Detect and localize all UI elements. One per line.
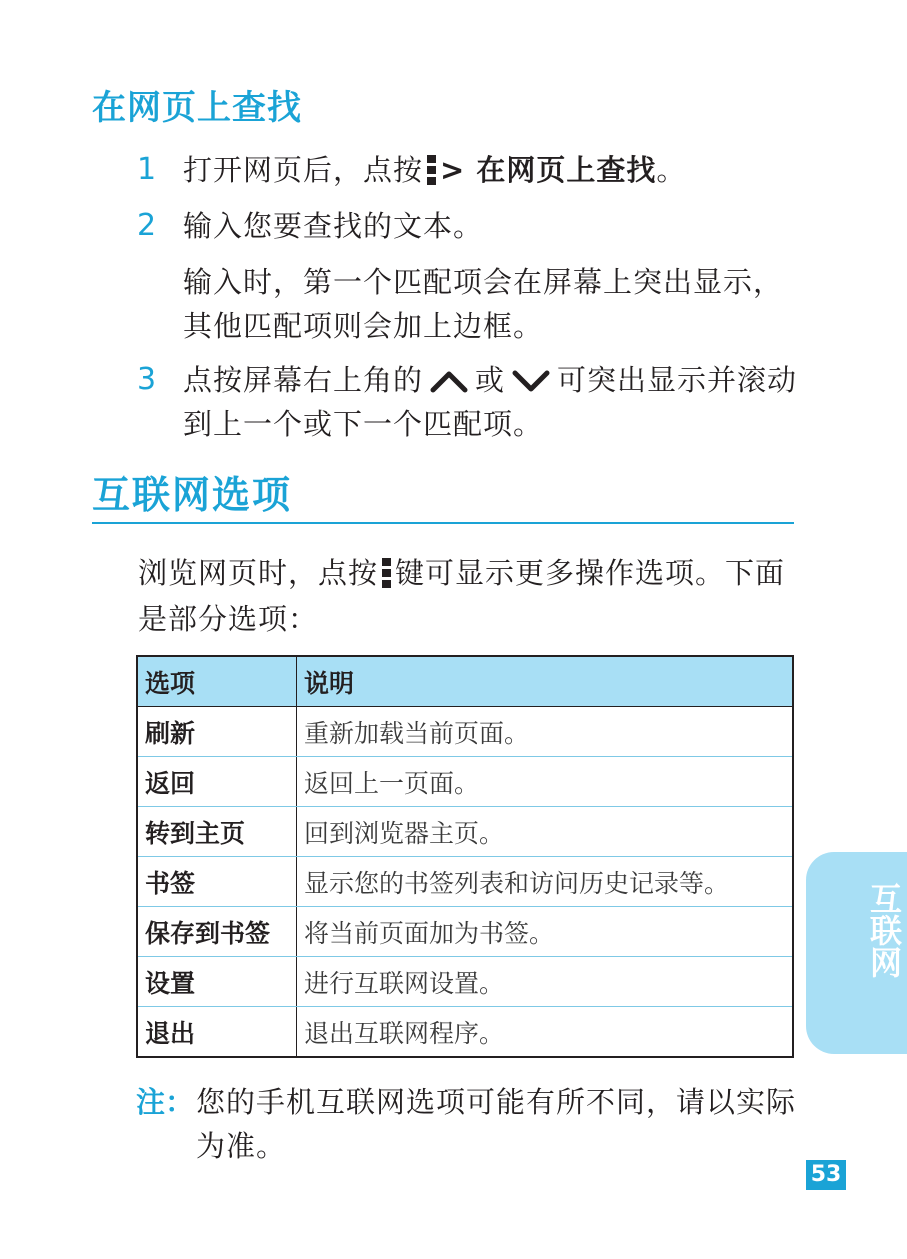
option-name: 设置 (137, 957, 297, 1007)
table-row (137, 807, 793, 857)
intro-text-before: 浏览网页时，点按 (138, 556, 379, 590)
table-header-row (137, 656, 793, 707)
step-number: 1 (137, 152, 157, 187)
option-description: 重新加载当前页面。 (297, 707, 794, 757)
step-text (183, 358, 798, 446)
page-number: 53 (806, 1160, 846, 1190)
option-description: 显示您的书签列表和访问历史记录等。 (297, 857, 794, 907)
step-text-before: 打开网页后，点按 (183, 153, 424, 187)
step-text-mid: 或 (475, 363, 506, 397)
step-text-before: 点按屏幕右上角的 (183, 363, 424, 397)
option-description: 回到浏览器主页。 (297, 807, 794, 857)
note-label: 注： (136, 1085, 195, 1119)
option-name: 书签 (137, 857, 297, 907)
section-divider (92, 522, 794, 524)
chapter-side-tab (806, 852, 907, 1054)
column-header-option: 选项 (137, 656, 297, 707)
note-text: 您的手机互联网选项可能有所不同，请以实际为准。 (196, 1085, 797, 1163)
section-title-internet-options: 互联网选项 (92, 473, 293, 517)
section-intro (138, 550, 798, 642)
step-number: 3 (137, 362, 157, 397)
option-description: 退出互联网程序。 (304, 1018, 505, 1048)
option-name: 返回 (137, 757, 297, 807)
chapter-side-tab-label: 互联网 (865, 882, 903, 978)
step-text: 输入您要查找的文本。 (183, 209, 484, 243)
table-row (137, 757, 793, 807)
step-bold-path: > 在网页上查找 (440, 153, 657, 187)
option-name: 退出 (137, 1007, 297, 1058)
option-description: 进行互联网设置。 (297, 957, 794, 1007)
menu-dots-icon (382, 558, 391, 588)
step-subtext: 输入时，第一个匹配项会在屏幕上突出显示，其他匹配项则会加上边框。 (183, 265, 784, 343)
option-name: 转到主页 (137, 807, 297, 857)
menu-dots-icon (427, 155, 436, 185)
step-text-after: 可突出显示并滚动到上一个或下一个匹配项。 (183, 363, 798, 441)
table-row (137, 957, 793, 1007)
option-description: 返回上一页面。 (297, 757, 794, 807)
section-title-find-on-page: 在网页上查找 (92, 88, 302, 128)
option-name: 保存到书签 (137, 907, 297, 957)
column-header-description: 说明 (297, 656, 794, 707)
table-row (137, 1007, 793, 1058)
step-text-after: 。 (656, 153, 687, 187)
table-row (137, 857, 793, 907)
chevron-up-icon (429, 368, 469, 394)
table-row (137, 707, 793, 757)
step-text (183, 148, 686, 192)
chevron-down-icon (511, 368, 551, 394)
intro-text-after: 键可显示更多操作选项。下面是部分选项： (138, 556, 786, 636)
step-number: 2 (137, 208, 157, 243)
table-row (137, 907, 793, 957)
option-description: 将当前页面加为书签。 (297, 907, 794, 957)
options-table (136, 655, 794, 1058)
option-name: 刷新 (137, 707, 297, 757)
